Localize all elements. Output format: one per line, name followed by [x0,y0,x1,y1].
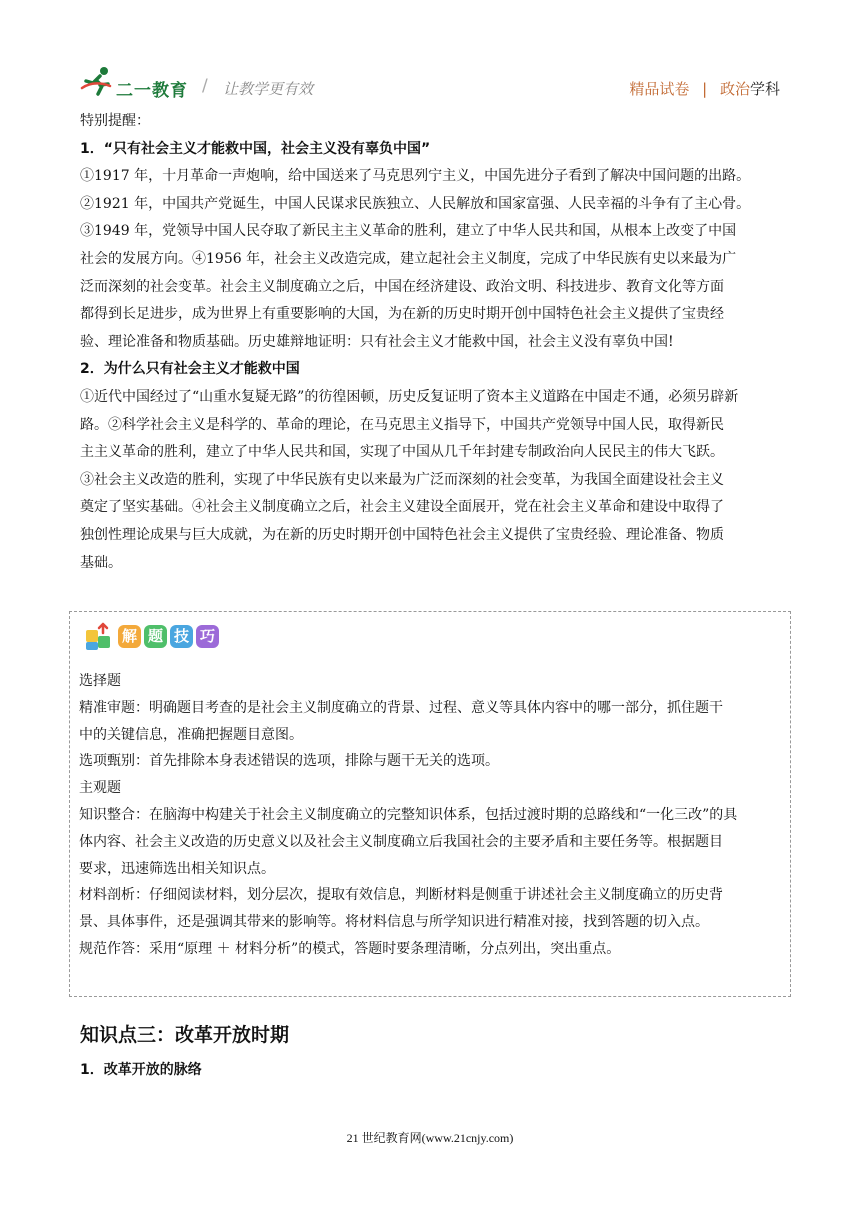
brand-slogan: 让教学更有效 [223,80,314,98]
paragraph-line: ①近代中国经过了“山重水复疑无路”的彷徨困顿，历史反复证明了资本主义道路在中国走不通，必须另辟新 [80,388,739,405]
paragraph-line: 都得到长足进步，成为世界上有重要影响的大国，为在新的历史时期开创中国特色社会主义提供了宝贵经 [80,306,724,323]
tips-badge-chars [118,625,219,648]
reminder-item-2-heading: 2．为什么只有社会主义才能救中国 [80,361,300,378]
tips-line: 材料剖析：仔细阅读材料，划分层次，提取有效信息，判断材料是侧重于讲述社会主义制度确立的历史背 [79,887,723,904]
brand-name: 二一教育 [116,81,188,101]
tips-line: 体内容、社会主义改造的历史意义以及社会主义制度确立后我国社会的主要矛盾和主要任务等。根据题目 [79,833,723,850]
problem-solving-tips-box [69,611,791,997]
tips-body [79,668,781,963]
tips-line: 中的关键信息，准确把握题目意图。 [79,726,303,743]
tips-line: 规范作答：采用“原理 ＋ 材料分析”的模式，答题时要条理清晰，分点列出，突出重点。 [79,940,621,957]
paragraph-line: 奠定了坚实基础。④社会主义制度确立之后，社会主义建设全面展开，党在社会主义革命和建设中取得了 [80,499,724,516]
paragraph-line: 路。②科学社会主义是科学的、革命的理论，在马克思主义指导下，中国共产党领导中国人民，取得新民 [80,416,724,433]
paragraph-line: 验、理论准备和物质基础。历史雄辩地证明：只有社会主义才能救中国，社会主义没有辜负中国! [80,333,674,350]
badge-char: 技 [170,625,193,648]
tips-line: 选项甄别：首先排除本身表述错误的选项，排除与题干无关的选项。 [79,753,499,770]
runner-logo-icon [80,66,116,96]
puzzle-icon [84,622,114,652]
paragraph-line: 基础。 [80,554,122,571]
tips-line: 精准审题：明确题目考查的是社会主义制度确立的背景、过程、意义等具体内容中的哪一部分，抓住题干 [79,699,723,716]
tips-line: 要求，迅速筛选出相关知识点。 [79,860,275,877]
paragraph-line: ③1949 年，党领导中国人民夺取了新民主主义革命的胜利，建立了中华人民共和国，从根本上改变了中国 [80,223,737,240]
paragraph-line: ③社会主义改造的胜利，实现了中华民族有史以来最为广泛而深刻的社会变革，为我国全面建设社会主义 [80,471,724,488]
paper-type-label: 精品试卷 [629,80,690,98]
subject-suffix: 学科 [749,80,780,98]
tips-line: 知识整合：在脑海中构建关于社会主义制度确立的完整知识体系，包括过渡时期的总路线和“一化三改”的具 [79,806,738,823]
tips-line: 主观题 [79,780,121,797]
badge-char: 巧 [196,625,219,648]
brand-separator: / [202,76,208,96]
paragraph-line: ①1917 年，十月革命一声炮响，给中国送来了马克思列宁主义，中国先进分子看到了解决中国问题的出路。 [80,168,751,185]
section-3-subtitle: 1．改革开放的脉络 [80,1062,202,1078]
tips-badge [84,622,244,654]
paragraph-line: ②1921 年，中国共产党诞生，中国人民谋求民族独立、人民解放和国家富强、人民幸福的斗争有了主心骨。 [80,195,751,212]
page-footer: 21 世纪教育网(www.21cnjy.com) [346,1131,514,1145]
badge-char: 题 [144,625,167,648]
reminder-title: 特别提醒： [80,113,150,129]
header-subject-label [629,78,780,99]
tips-line: 选择题 [79,673,121,689]
paragraph-line: 独创性理论成果与巨大成就，为在新的历史时期开创中国特色社会主义提供了宝贵经验、理论准备、物质 [80,526,724,543]
paragraph-line: 泛而深刻的社会变革。社会主义制度确立之后，中国在经济建设、政治文明、科技进步、教育文化等方面 [80,278,724,295]
reminder-item-1-heading: 1．“只有社会主义才能救中国，社会主义没有辜负中国” [80,140,431,157]
paragraph-line: 社会的发展方向。④1956 年，社会主义改造完成，建立起社会主义制度，完成了中华民族有史以来最为广 [80,250,737,267]
page-header [80,66,780,102]
badge-char: 解 [118,625,141,648]
section-3-title: 知识点三：改革开放时期 [80,1024,290,1046]
reminder-section [80,108,786,577]
paragraph-line: 主主义革命的胜利，建立了中华人民共和国，实现了中国从几千年封建专制政治向人民民主的伟大飞跃。 [80,444,724,461]
subject-name: 政治 [719,80,750,98]
header-divider: | [702,80,708,98]
tips-line: 景、具体事件，还是强调其带来的影响等。将材料信息与所学知识进行精准对接，找到答题的切入点。 [79,914,709,931]
